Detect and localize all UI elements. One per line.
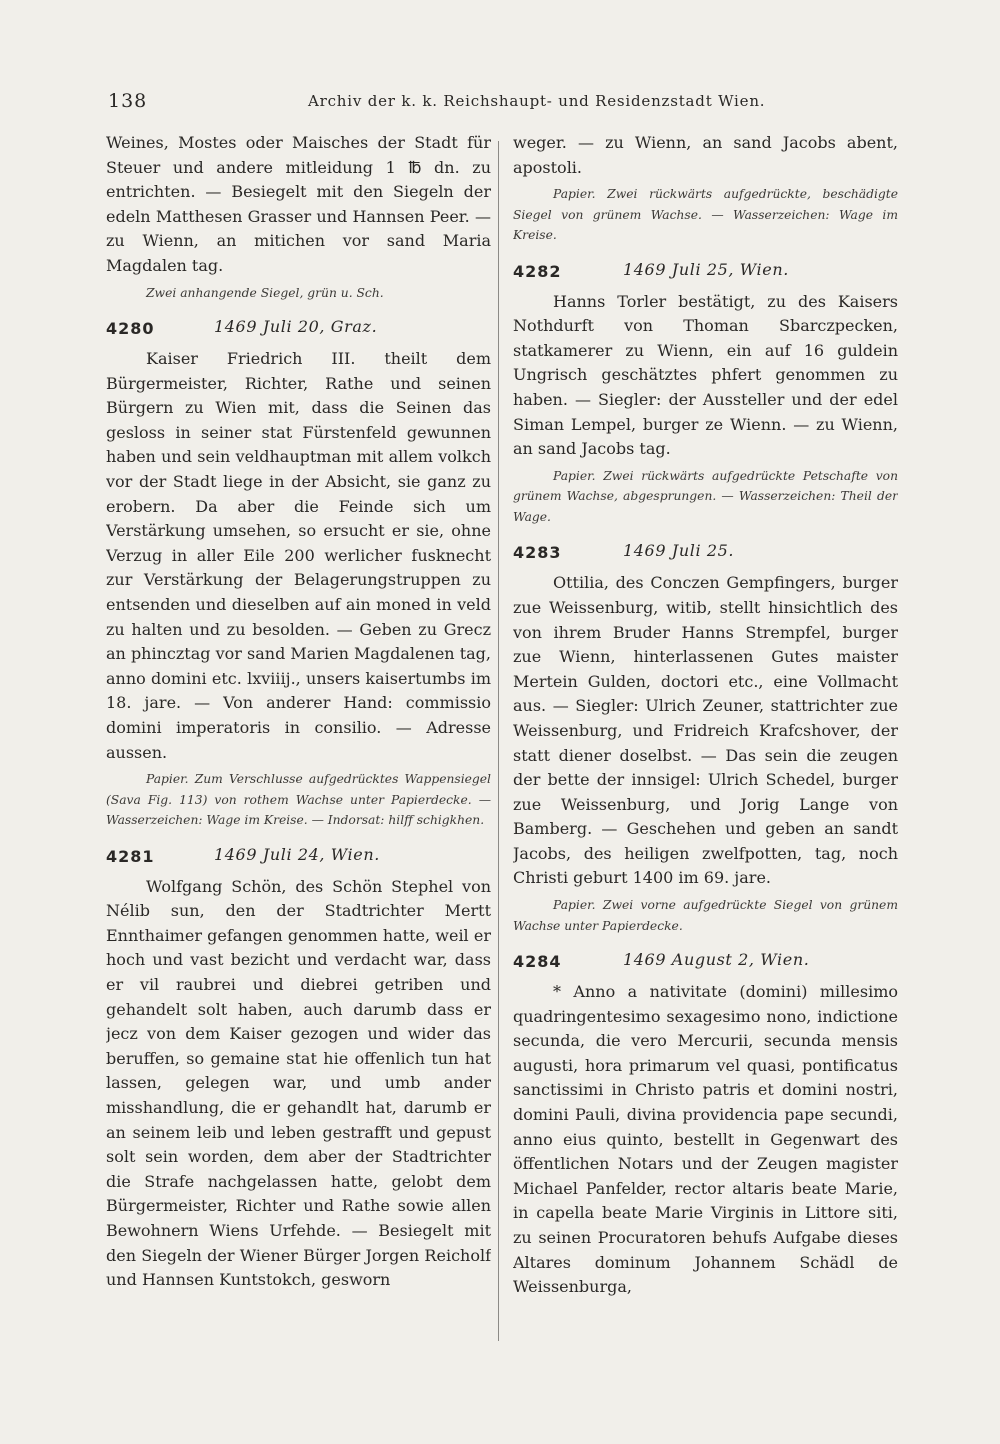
entry-4281-continuation — [513, 131, 898, 246]
entry-text: weger. — zu Wienn, an sand Jacobs abent, apostoli. — [513, 133, 898, 177]
entry-4283 — [513, 541, 898, 936]
entry-4279-continuation — [106, 131, 491, 303]
entry-heading — [513, 541, 898, 571]
column-divider — [498, 141, 499, 1341]
entry-note: Papier. Zwei rückwärts aufgedrückte Petschafte von grünem Wachse, abgesprungen. — Wasserzeichen: Theil der Wage. — [513, 468, 898, 524]
entry-number: 4282 — [513, 261, 562, 281]
entry-text: Weines, Mostes oder Maisches der Stadt für Steuer und andere mitleidung 1 ℔ dn. zu entrichten. — Besiegelt mit den Siegeln der edeln Matthesen Grasser und Hannsen Peer. — zu Wienn, an mitichen vor sand Maria Magdalen tag. — [106, 133, 491, 275]
entry-date: 1469 Juli 20, Graz. — [214, 317, 378, 337]
entry-number: 4284 — [513, 952, 562, 972]
entry-heading — [106, 845, 491, 875]
entry-text: Hanns Torler bestätigt, zu des Kaisers Nothdurft von Thoman Sbarczpecken, statkamerer zu Wienn, ein auf 16 guldein Ungrisch geschätztes phfert genommen zu haben. — Siegler: der Aussteller und der edel Siman Lempel, burger ze Wienn. — zu Wienn, an sand Jacobs tag. — [513, 291, 898, 459]
entry-text: Kaiser Friedrich III. theilt dem Bürgermeister, Richter, Rathe und seinen Bürgern zu Wien mit, dass die Seinen das gesloss in seiner stat Fürstenfeld gewunnen haben und sein veldhauptman mit allem volkch vor der Stadt liege in der Absicht, sie ganz zu erobern. Da aber die Feinde sich um Verstärkung umsehen, so ersucht er sie, ohne Verzug in aller Eile 200 werlicher fusknecht zur Verstärkung der Belagerungstruppen zu entsenden und dieselben auf ain moned in veld zu halten und zu besolden. — Geben zu Grecz an phincztag vor sand Marien Magdalenen tag, anno domini etc. lxviiij., unsers kaisertumbs im 18. jare. — Von anderer Hand: commissio domini imperatoris in consilio. — Adresse aussen. — [106, 349, 491, 762]
entry-note: Papier. Zwei rückwärts aufgedrückte, beschädigte Siegel von grünem Wachse. — Wasserzeichen: Wage im Kreise. — [513, 187, 898, 243]
entry-date: 1469 Juli 25, Wien. — [623, 259, 789, 279]
left-column — [106, 131, 491, 1351]
page-header — [108, 90, 908, 120]
entry-4282 — [513, 260, 898, 528]
entry-date: 1469 Juli 24, Wien. — [214, 844, 380, 864]
entry-heading — [513, 260, 898, 290]
entry-number: 4280 — [106, 319, 155, 339]
entry-number: 4281 — [106, 846, 155, 866]
entry-4281 — [106, 845, 491, 1293]
entry-note: Papier. Zwei vorne aufgedrückte Siegel von grünem Wachse unter Papierdecke. — [513, 898, 898, 933]
entry-note: Papier. Zum Verschlusse aufgedrücktes Wappensiegel (Sava Fig. 113) von rothem Wachse unter Papierdecke. — Wasserzeichen: Wage im Kreise. — Indorsat: hilff schigkhen. — [106, 772, 491, 828]
entry-4284 — [513, 950, 898, 1300]
entry-4280 — [106, 317, 491, 831]
entry-text: * Anno a nativitate (domini) millesimo quadringentesimo sexagesimo nono, indictione secunda, die vero Mercurii, secunda mensis augusti, hora primarum vel quasi, pontificatus sanctissimi in Christo patris et domini nostri, domini Pauli, divina providencia pape secundi, anno eius quinto, bestellt in Gegenwart des öffentlichen Notars und der Zeugen magister Michael Panfelder, rector altaris beate Marie, in capella beate Marie Virginis in Littore siti, zu seinen Procuratoren behufs Aufgabe dieses Altares dominum Johannem Schädl de Weissenburga, — [513, 982, 898, 1297]
right-column — [513, 131, 898, 1351]
entry-note: Zwei anhangende Siegel, grün u. Sch. — [146, 285, 384, 300]
entry-text: Wolfgang Schön, des Schön Stephel von Nélib sun, den der Stadtrichter Mertt Ennthaimer gefangen genommen hatte, weil er hoch und vast bezicht und verdacht war, dass er vil raubrei und diebrei getriben und gehandelt solt haben, auch darumb dass er jecz von dem Kaiser gezogen und wider das beruffen, so gemaine stat hie offenlich tun hat lassen, gelegen war, und umb ander misshandlung, die er gehandlt hat, darumb er an seinem leib und leben gestrafft und gepust solt sein worden, dem aber der Stadtrichter die Strafe nachgelassen hatte, gelobt dem Bürgermeister, Richter und Rathe sowie allen Bewohnern Wiens Urfehde. — Besiegelt mit den Siegeln der Wiener Bürger Jorgen Reicholf und Hannsen Kuntstokch, gesworn — [106, 876, 491, 1290]
entry-number: 4283 — [513, 543, 562, 563]
entry-date: 1469 Juli 25. — [623, 541, 735, 561]
entry-heading — [106, 317, 491, 347]
entry-text: Ottilia, des Conczen Gempfingers, burger zue Weissenburg, witib, stellt hinsichtlich des von ihrem Bruder Hanns Strempfel, burger zue Wienn, hinterlassenen Gutes maister Mertein Gulden, doctori etc., eine Vollmacht aus. — Siegler: Ulrich Zeuner, stattrichter zue Weissenburg, und Fridreich Krafcshover, der statt diener doselbst. — Das sein die zeugen der bette der innsigel: Ulrich Schedel, burger zue Weissenburg, und Jorig Lange von Bamberg. — Geschehen und geben an sandt Jacobs, des heiligen zwelfpotten, tag, noch Christi geburt 1400 im 69. jare. — [513, 573, 898, 888]
entry-heading — [513, 950, 898, 980]
running-title: Archiv der k. k. Reichshaupt- und Residenzstadt Wien. — [308, 92, 766, 110]
entry-date: 1469 August 2, Wien. — [623, 950, 810, 970]
page-number: 138 — [108, 90, 148, 112]
